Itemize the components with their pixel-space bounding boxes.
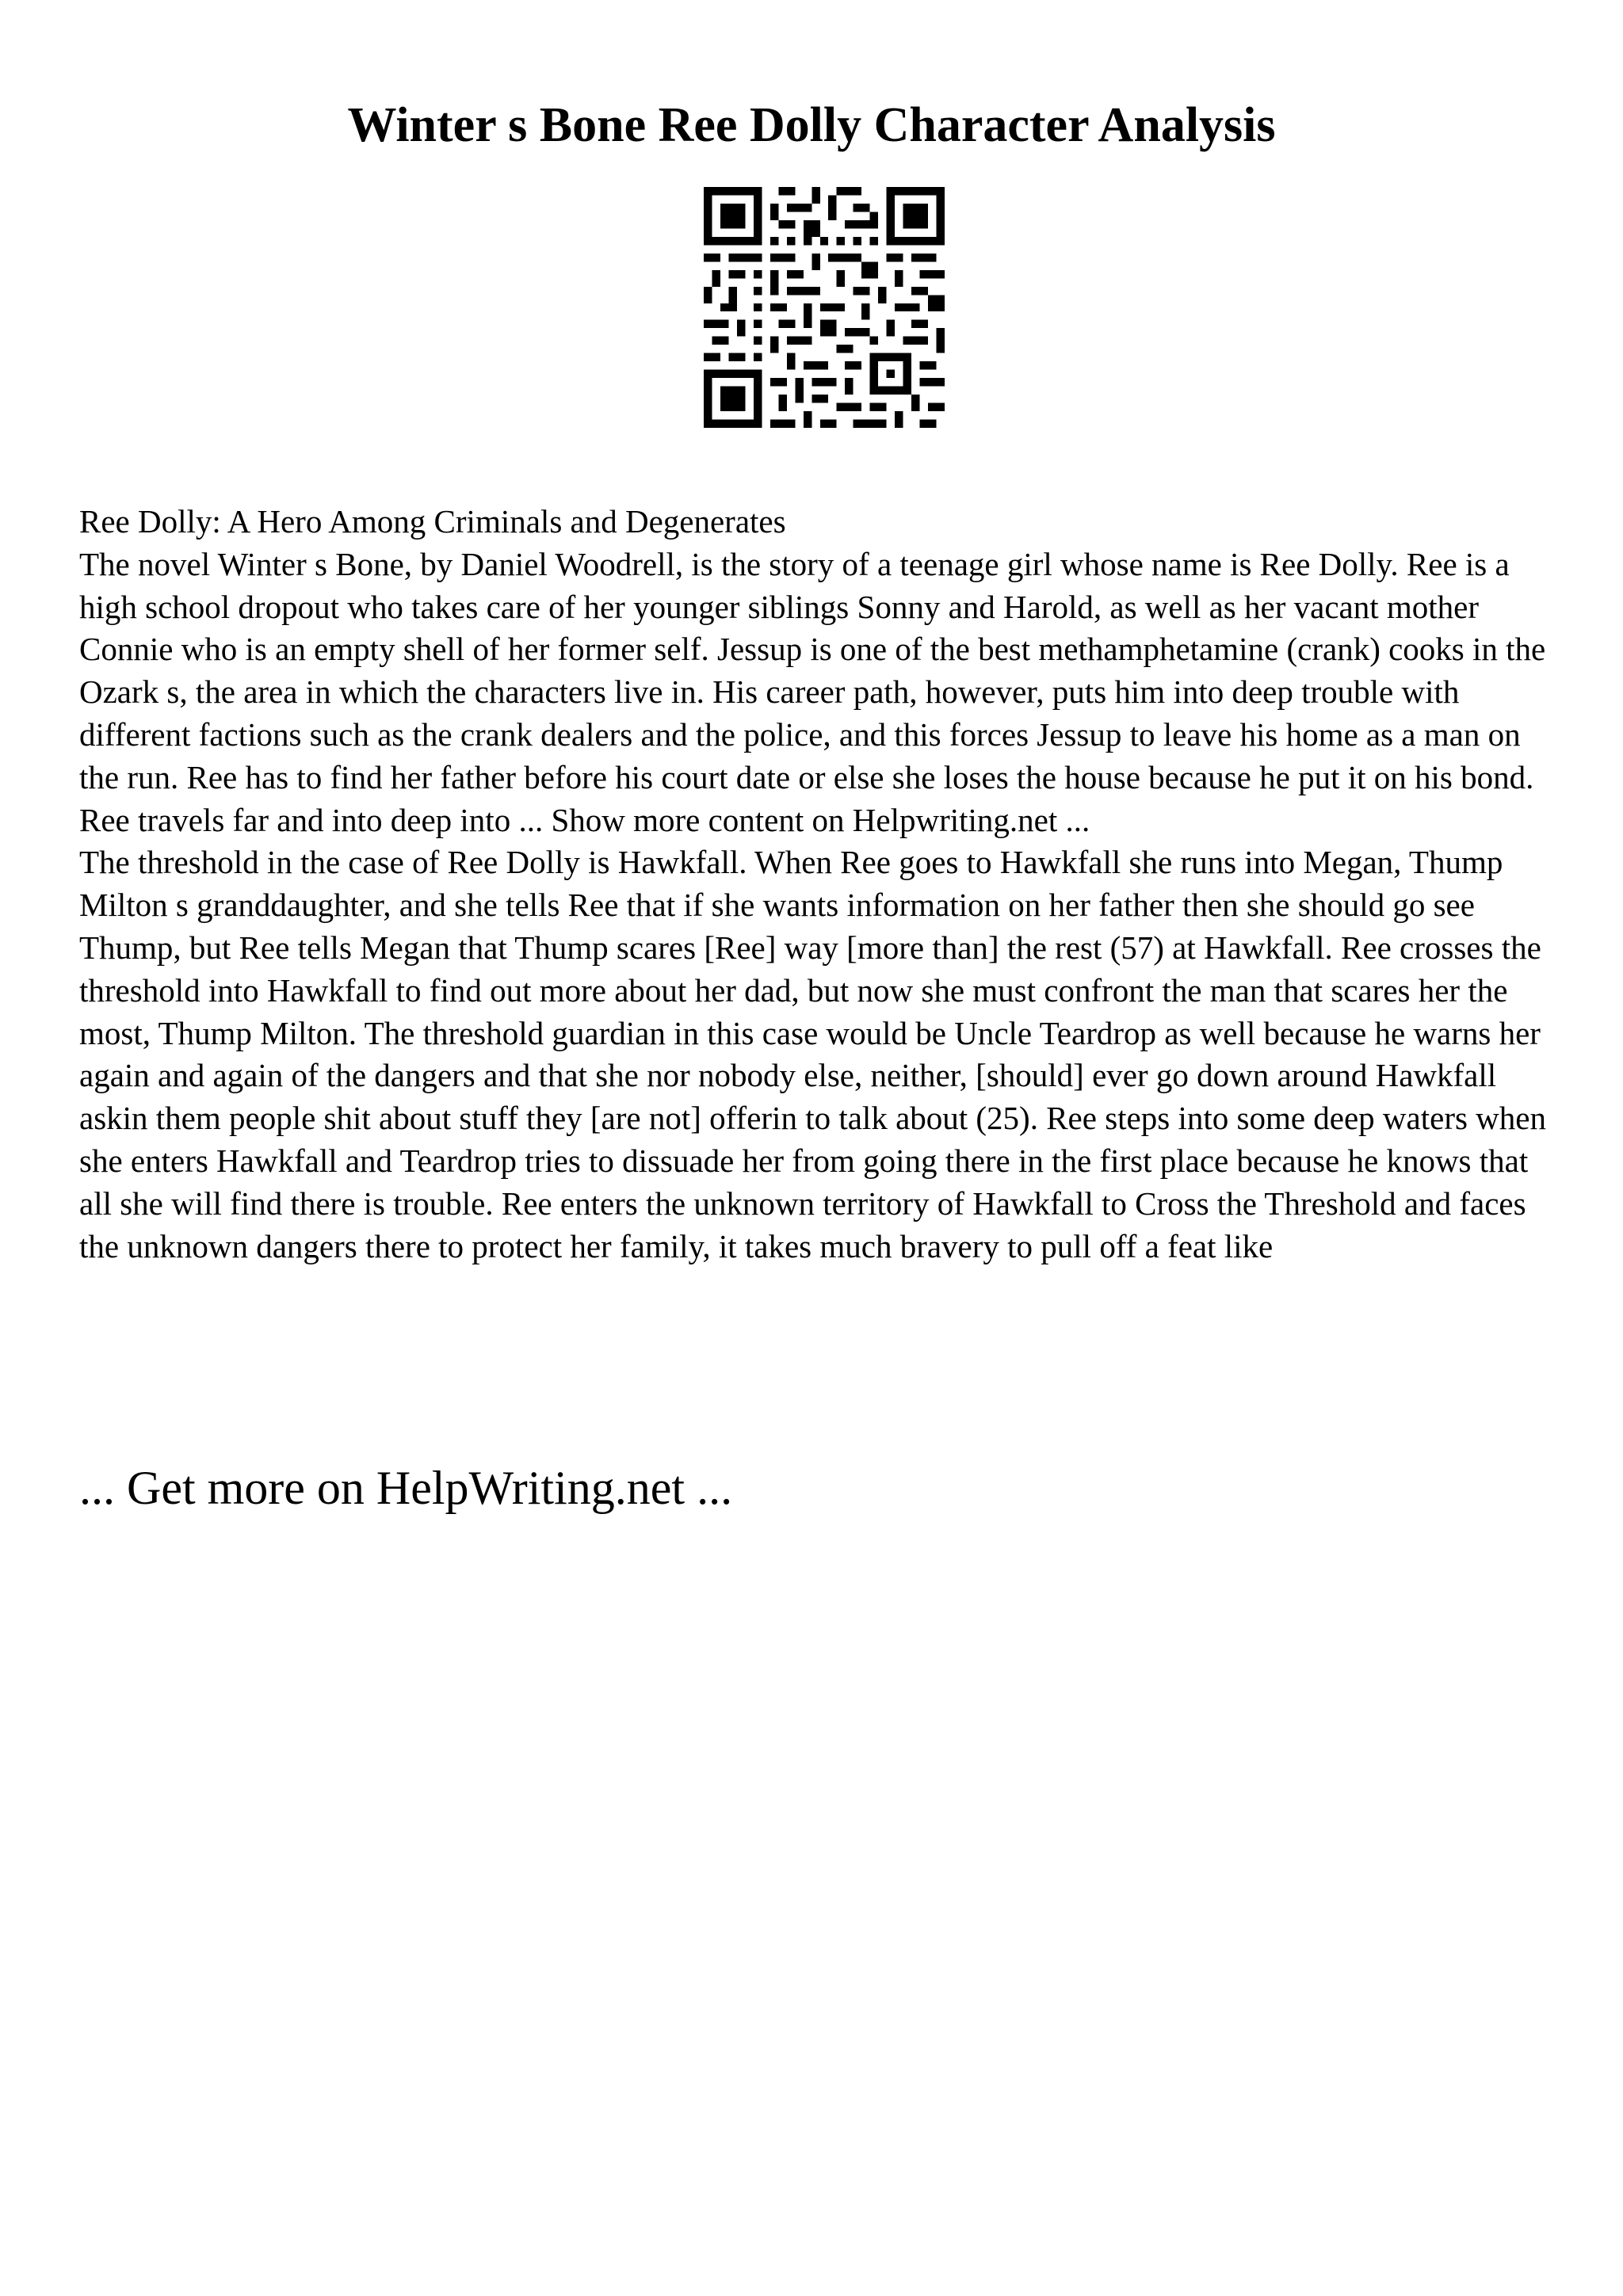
get-more-link[interactable]: ... Get more on HelpWriting.net ... xyxy=(79,1462,733,1514)
body-paragraph: The threshold in the case of Ree Dolly is Hawkfall. When Ree goes to Hawkfall she runs into Megan, Thump Milton s granddaughter, and she tells Ree that if she wants information on her father then she should go see Thump, but Ree tells Megan that Thump scares [Ree] way [more than] the rest (57) at Hawkfall. Ree crosses the threshold into Hawkfall to find out more about her dad, but now she must confront the man that scares her the most, Thump Milton. The threshold guardian in this case would be Uncle Teardrop as well because he warns her again and again of the dangers and that she nor nobody else, neither, [should] ever go down around Hawkfall askin them people shit about stuff they [are not] offerin to talk about (25). Ree steps into some deep waters when she enters Hawkfall and Teardrop tries to dissuade her from going there in the first place because he knows that all she will find there is trouble. Ree enters the unknown territory of Hawkfall to Cross the Threshold and faces the unknown dangers there to protect her family, it takes much bravery to pull off a feat like xyxy=(79,844,1546,1264)
body-paragraph: The novel Winter s Bone, by Daniel Woodrell, is the story of a teenage girl whose name is Ree Dolly. Ree is a high school dropout who takes care of her younger siblings Sonny and Harold, as well as her vacant mother Connie who is an empty shell of her former self. Jessup is one of the best methamphetamine (crank) cooks in the Ozark s, the area in which the characters live in. His career path, however, puts him into deep trouble with different factions such as the crank dealers and the police, and this forces Jessup to leave his home as a man on the run. Ree has to find her father before his court date or else she loses the house because he put it on his bond. Ree travels far and into deep into ... Show more content on Helpwriting.net ... xyxy=(79,545,1546,838)
document-title: Winter s Bone Ree Dolly Character Analysis xyxy=(347,98,1276,152)
qr-code-icon xyxy=(704,187,945,428)
subtitle-paragraph: Ree Dolly: A Hero Among Criminals and Degenerates xyxy=(79,503,786,540)
document-body xyxy=(79,501,1553,1268)
